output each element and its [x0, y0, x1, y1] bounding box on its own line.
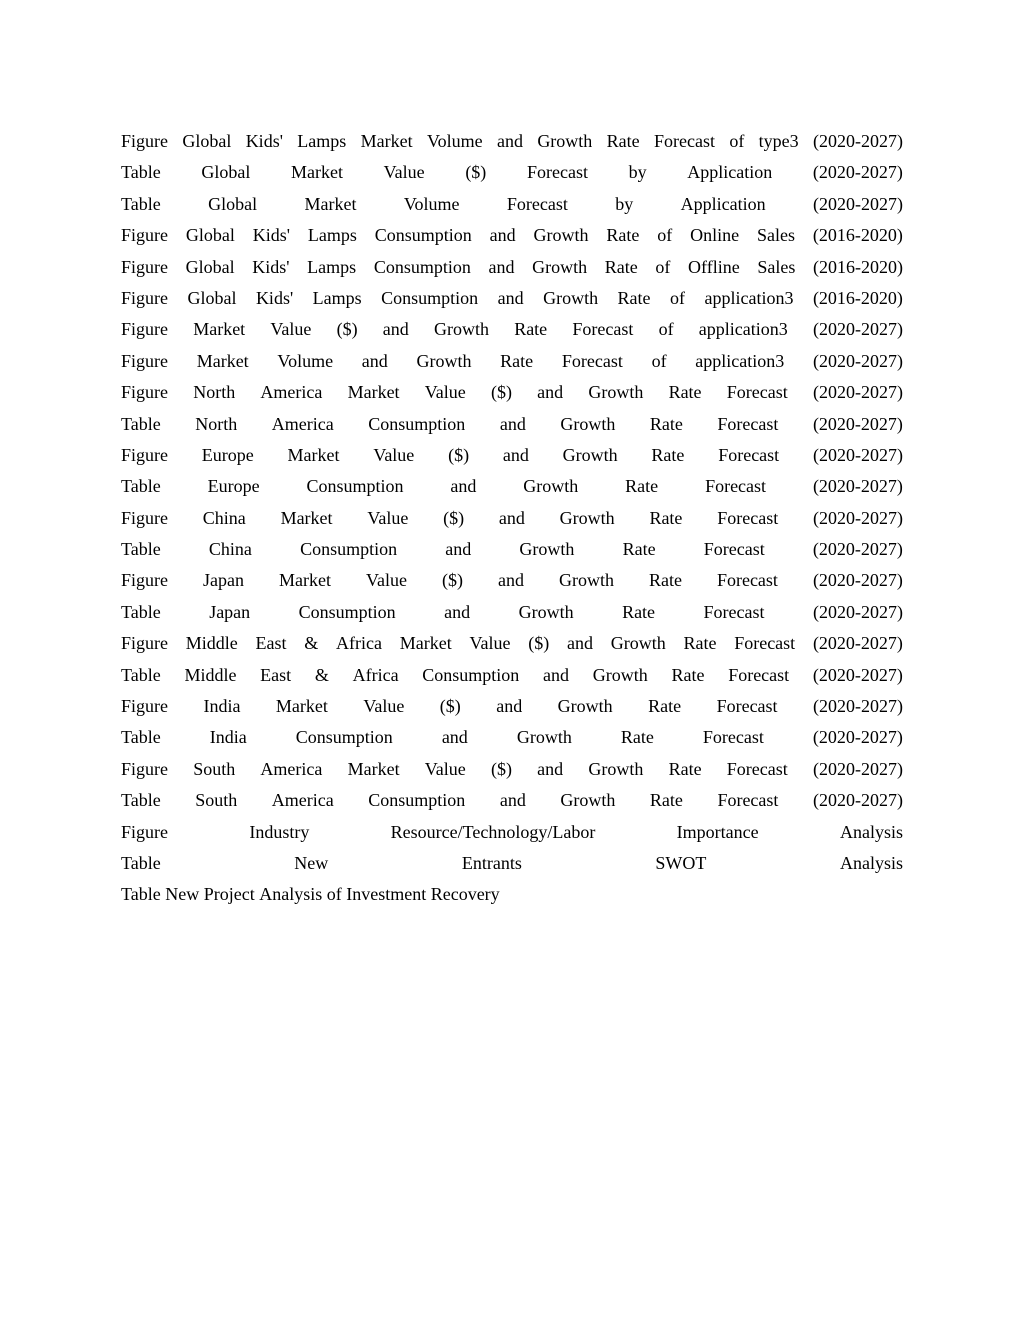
entry-word: Growth: [610, 633, 666, 654]
entry-word: and: [543, 664, 570, 685]
entry-word: of: [326, 884, 342, 905]
entry-word: Market: [347, 382, 400, 403]
entry-word: Europe: [201, 444, 254, 465]
entry-word: Kids': [255, 287, 294, 308]
entry-word: Growth: [562, 444, 618, 465]
entry-word: China: [202, 507, 246, 528]
entry-word: Rate: [668, 758, 702, 779]
entry-word: Rate: [622, 601, 656, 622]
entry-word: Rate: [671, 664, 705, 685]
entry-word: Consumption: [295, 727, 393, 748]
list-of-figures-entry: [121, 660, 903, 691]
entry-word: Value: [383, 162, 425, 183]
entry-word: Rate: [649, 790, 683, 811]
entry-word: Figure: [121, 225, 168, 246]
entry-word: Forecast: [717, 507, 779, 528]
entry-word: Figure: [121, 821, 168, 842]
entry-word: Rate: [606, 131, 640, 151]
entry-word: and: [497, 570, 524, 591]
list-of-figures-entry: [121, 503, 903, 534]
entry-word: Figure: [121, 444, 168, 465]
entry-word: Market: [287, 444, 340, 465]
entry-word: Japan: [203, 570, 244, 591]
entry-word: Market: [360, 131, 413, 151]
list-of-figures-entry: [121, 283, 903, 314]
list-of-figures-entry: [121, 691, 903, 722]
list-of-figures-entry: [121, 754, 903, 785]
entry-word: Application: [687, 162, 773, 183]
entry-word: and: [497, 287, 524, 308]
entry-word: Value: [367, 507, 409, 528]
entry-word: Forecast: [561, 350, 623, 371]
entry-word: Figure: [121, 570, 168, 591]
entry-word: and: [537, 382, 564, 403]
entry-word: Online: [690, 225, 740, 246]
entry-word: Rate: [500, 350, 534, 371]
entry-word: Global: [208, 193, 258, 214]
entry-word: ($): [439, 696, 461, 717]
entry-word: Consumption: [298, 601, 396, 622]
entry-word: Growth: [416, 350, 472, 371]
entry-word: (2020-2027): [812, 601, 903, 622]
entry-word: Table: [121, 852, 161, 873]
entry-word: Figure: [121, 696, 168, 717]
entry-word: and: [361, 350, 388, 371]
entry-word: type3: [758, 131, 799, 151]
entry-word: Table: [121, 727, 161, 748]
entry-word: (2020-2027): [812, 507, 903, 528]
entry-word: Figure: [121, 382, 168, 403]
entry-word: Global: [201, 162, 251, 183]
entry-word: Volume: [403, 193, 460, 214]
entry-word: Market: [280, 507, 333, 528]
entry-word: Consumption: [422, 664, 520, 685]
entry-word: of: [657, 225, 673, 246]
entry-word: Sales: [757, 225, 796, 246]
entry-word: America: [271, 413, 334, 434]
entry-word: Forecast: [717, 790, 779, 811]
entry-word: Forecast: [718, 444, 780, 465]
entry-word: (2020-2027): [812, 633, 903, 654]
entry-word: (2020-2027): [812, 664, 903, 685]
entry-word: Forecast: [506, 193, 568, 214]
entry-word: Growth: [533, 225, 589, 246]
entry-word: Market: [196, 350, 249, 371]
entry-word: Forecast: [654, 131, 715, 151]
entry-word: Table: [121, 193, 161, 214]
entry-word: &: [304, 633, 319, 654]
entry-word: (2016-2020): [812, 225, 903, 246]
entry-word: Figure: [121, 256, 168, 277]
entry-word: (2020-2027): [812, 727, 903, 748]
list-of-figures-entry: [121, 157, 903, 188]
entry-word: (2020-2027): [813, 131, 903, 151]
entry-word: Rate: [649, 507, 683, 528]
entry-word: Forecast: [716, 570, 778, 591]
entry-word: Market: [193, 319, 246, 340]
entry-word: ($): [448, 444, 470, 465]
list-of-figures-entry: [121, 126, 903, 157]
entry-word: Consumption: [373, 256, 471, 277]
entry-word: Africa: [352, 664, 399, 685]
entry-word: Figure: [121, 633, 168, 654]
entry-word: Growth: [537, 131, 593, 151]
entry-word: Forecast: [526, 162, 588, 183]
entry-word: India: [209, 727, 247, 748]
entry-word: and: [444, 601, 471, 622]
entry-word: Market: [275, 696, 328, 717]
list-of-figures-entry: [121, 346, 903, 377]
entry-word: Japan: [209, 601, 251, 622]
entry-word: Global: [185, 225, 235, 246]
entry-word: (2020-2027): [812, 539, 903, 560]
entry-word: Growth: [588, 758, 644, 779]
entry-word: Analysis: [839, 852, 903, 873]
entry-word: Forecast: [734, 633, 796, 654]
entry-word: Forecast: [702, 727, 764, 748]
entry-word: and: [499, 790, 526, 811]
entry-word: America: [260, 758, 323, 779]
list-of-figures-entry: [121, 189, 903, 220]
entry-word: America: [271, 790, 334, 811]
entry-word: Growth: [433, 319, 489, 340]
entry-word: Figure: [121, 287, 168, 308]
list-of-figures-entry: [121, 377, 903, 408]
entry-word: Kids': [245, 131, 283, 151]
entry-word: (2020-2027): [812, 382, 903, 403]
entry-word: Growth: [558, 570, 614, 591]
entry-word: Kids': [252, 256, 290, 277]
entry-word: Industry: [249, 821, 310, 842]
entry-word: ($): [465, 162, 487, 183]
entry-word: Table: [121, 476, 161, 497]
entry-word: Rate: [620, 727, 654, 748]
entry-word: Volume: [426, 131, 483, 151]
entry-word: and: [496, 131, 523, 151]
entry-word: SWOT: [655, 852, 707, 873]
entry-word: Consumption: [381, 287, 479, 308]
entry-word: (2020-2027): [812, 570, 903, 591]
entry-word: ($): [441, 570, 463, 591]
entry-word: and: [489, 225, 516, 246]
entry-word: North: [193, 382, 236, 403]
entry-word: Table: [121, 413, 161, 434]
entry-word: by: [628, 162, 647, 183]
entry-word: Table: [121, 539, 161, 560]
list-of-figures-entry: [121, 314, 903, 345]
entry-word: and: [499, 413, 526, 434]
entry-word: Offline: [688, 256, 740, 277]
entry-word: Growth: [559, 507, 615, 528]
entry-word: and: [498, 507, 525, 528]
entry-word: Table: [121, 884, 161, 905]
entry-word: and: [537, 758, 564, 779]
entry-word: Rate: [514, 319, 548, 340]
entry-word: Consumption: [368, 413, 466, 434]
entry-word: Figure: [121, 507, 168, 528]
entry-word: &: [314, 664, 329, 685]
entry-word: Growth: [592, 664, 648, 685]
entry-word: Consumption: [374, 225, 472, 246]
entry-word: Forecast: [717, 413, 779, 434]
entry-word: New: [165, 884, 200, 905]
entry-word: Growth: [588, 382, 644, 403]
entry-word: Europe: [207, 476, 260, 497]
entry-word: Rate: [648, 570, 682, 591]
list-of-figures-entry: [121, 565, 903, 596]
entry-word: Volume: [277, 350, 334, 371]
entry-word: Africa: [336, 633, 382, 654]
entry-word: America: [260, 382, 323, 403]
list-of-figures-entry: [121, 879, 903, 910]
entry-word: ($): [490, 758, 512, 779]
entry-word: Table: [121, 162, 161, 183]
entry-word: Growth: [518, 601, 574, 622]
entry-word: Lamps: [297, 131, 347, 151]
entry-word: and: [450, 476, 477, 497]
entry-word: Growth: [523, 476, 579, 497]
entry-word: (2020-2027): [812, 476, 903, 497]
entry-word: Entrants: [461, 852, 522, 873]
entry-word: Market: [291, 162, 344, 183]
entry-word: Rate: [617, 287, 651, 308]
entry-word: Sales: [757, 256, 796, 277]
entry-word: Figure: [121, 350, 168, 371]
list-of-figures-entry: [121, 628, 903, 659]
entry-word: (2016-2020): [812, 287, 903, 308]
entry-word: ($): [443, 507, 465, 528]
entry-word: Middle: [185, 633, 238, 654]
entry-word: (2020-2027): [812, 444, 903, 465]
entry-word: of: [658, 319, 674, 340]
entry-word: (2020-2027): [813, 696, 903, 717]
entry-word: Figure: [121, 319, 168, 340]
entry-word: (2020-2027): [812, 413, 903, 434]
entry-word: Consumption: [306, 476, 404, 497]
entry-word: Forecast: [726, 382, 788, 403]
entry-word: application3: [698, 319, 788, 340]
entry-word: Lamps: [307, 256, 357, 277]
entry-word: and: [488, 256, 515, 277]
entry-word: New: [294, 852, 329, 873]
entry-word: East: [260, 664, 292, 685]
list-of-figures-entry: [121, 597, 903, 628]
list-of-figures-entry: [121, 471, 903, 502]
list-of-figures-entry: [121, 785, 903, 816]
list-of-figures-entry: [121, 534, 903, 565]
entry-word: Value: [270, 319, 312, 340]
entry-word: Importance: [676, 821, 759, 842]
entry-word: Resource/Technology/Labor: [390, 821, 596, 842]
entry-word: (2020-2027): [812, 319, 903, 340]
entry-word: Consumption: [368, 790, 466, 811]
list-of-figures-entry: [121, 817, 903, 848]
entry-word: Application: [680, 193, 766, 214]
entry-word: Market: [304, 193, 357, 214]
entry-word: Rate: [622, 539, 656, 560]
entry-word: Growth: [516, 727, 572, 748]
entry-word: Growth: [532, 256, 588, 277]
entry-word: Global: [182, 131, 232, 151]
entry-word: South: [193, 758, 236, 779]
entry-word: North: [195, 413, 238, 434]
entry-word: Forecast: [716, 696, 778, 717]
entry-word: Forecast: [728, 664, 790, 685]
entry-word: and: [496, 696, 523, 717]
entry-word: Value: [373, 444, 415, 465]
entry-word: Table: [121, 664, 161, 685]
entry-word: (2020-2027): [812, 193, 903, 214]
entry-word: Forecast: [703, 601, 765, 622]
list-of-figures-entry: [121, 409, 903, 440]
entry-word: Kids': [252, 225, 290, 246]
entry-word: Forecast: [703, 539, 765, 560]
entry-word: and: [382, 319, 409, 340]
entry-word: Rate: [625, 476, 659, 497]
list-of-figures-entry: [121, 848, 903, 879]
entry-word: and: [566, 633, 593, 654]
entry-word: Forecast: [705, 476, 767, 497]
entry-word: Rate: [606, 225, 640, 246]
entry-word: Table: [121, 790, 161, 811]
entry-word: ($): [528, 633, 550, 654]
entry-word: Rate: [683, 633, 717, 654]
entry-word: Consumption: [300, 539, 398, 560]
entry-word: Global: [187, 287, 237, 308]
entry-word: China: [208, 539, 252, 560]
entry-word: Global: [185, 256, 235, 277]
entry-word: Value: [365, 570, 407, 591]
entry-word: Value: [469, 633, 511, 654]
entry-word: East: [255, 633, 287, 654]
entry-word: Market: [399, 633, 452, 654]
entry-word: and: [445, 539, 472, 560]
entry-word: (2020-2027): [812, 350, 903, 371]
entry-word: Growth: [543, 287, 599, 308]
entry-word: (2016-2020): [812, 256, 903, 277]
entry-word: India: [203, 696, 241, 717]
entry-word: and: [502, 444, 529, 465]
entry-word: Figure: [121, 131, 168, 151]
entry-word: (2020-2027): [812, 790, 903, 811]
entry-word: ($): [336, 319, 358, 340]
entry-word: Rate: [604, 256, 638, 277]
entry-word: application3: [704, 287, 794, 308]
entry-word: Lamps: [307, 225, 357, 246]
entry-word: Forecast: [572, 319, 634, 340]
entry-word: Value: [424, 758, 466, 779]
entry-word: Rate: [668, 382, 702, 403]
entry-word: Market: [278, 570, 331, 591]
list-of-figures-entry: [121, 440, 903, 471]
entry-word: Analysis: [259, 884, 323, 905]
entry-word: Growth: [560, 790, 616, 811]
entry-word: Rate: [651, 444, 685, 465]
entry-word: Lamps: [312, 287, 362, 308]
entry-word: ($): [490, 382, 512, 403]
entry-word: Value: [363, 696, 405, 717]
entry-word: Recovery: [430, 884, 500, 905]
entry-word: Figure: [121, 758, 168, 779]
entry-word: of: [655, 256, 671, 277]
entry-word: of: [729, 131, 745, 151]
entry-word: Rate: [648, 696, 682, 717]
entry-word: South: [195, 790, 238, 811]
entry-word: Growth: [519, 539, 575, 560]
list-of-figures-entry: [121, 722, 903, 753]
entry-word: application3: [695, 350, 785, 371]
document-page: [121, 126, 903, 911]
entry-word: Forecast: [726, 758, 788, 779]
entry-word: and: [441, 727, 468, 748]
list-of-figures-entry: [121, 220, 903, 251]
entry-word: of: [670, 287, 686, 308]
entry-word: Table: [121, 601, 161, 622]
entry-word: Rate: [649, 413, 683, 434]
entry-word: by: [615, 193, 634, 214]
entry-word: (2020-2027): [812, 758, 903, 779]
entry-word: of: [651, 350, 667, 371]
entry-word: Middle: [184, 664, 237, 685]
entry-word: Investment: [346, 884, 427, 905]
list-of-figures-entry: [121, 252, 903, 283]
entry-word: (2020-2027): [812, 162, 903, 183]
entry-word: Growth: [560, 413, 616, 434]
entry-word: Value: [424, 382, 466, 403]
entry-word: Growth: [557, 696, 613, 717]
entry-word: Analysis: [839, 821, 903, 842]
entry-word: Market: [347, 758, 400, 779]
entry-word: Project: [203, 884, 255, 905]
